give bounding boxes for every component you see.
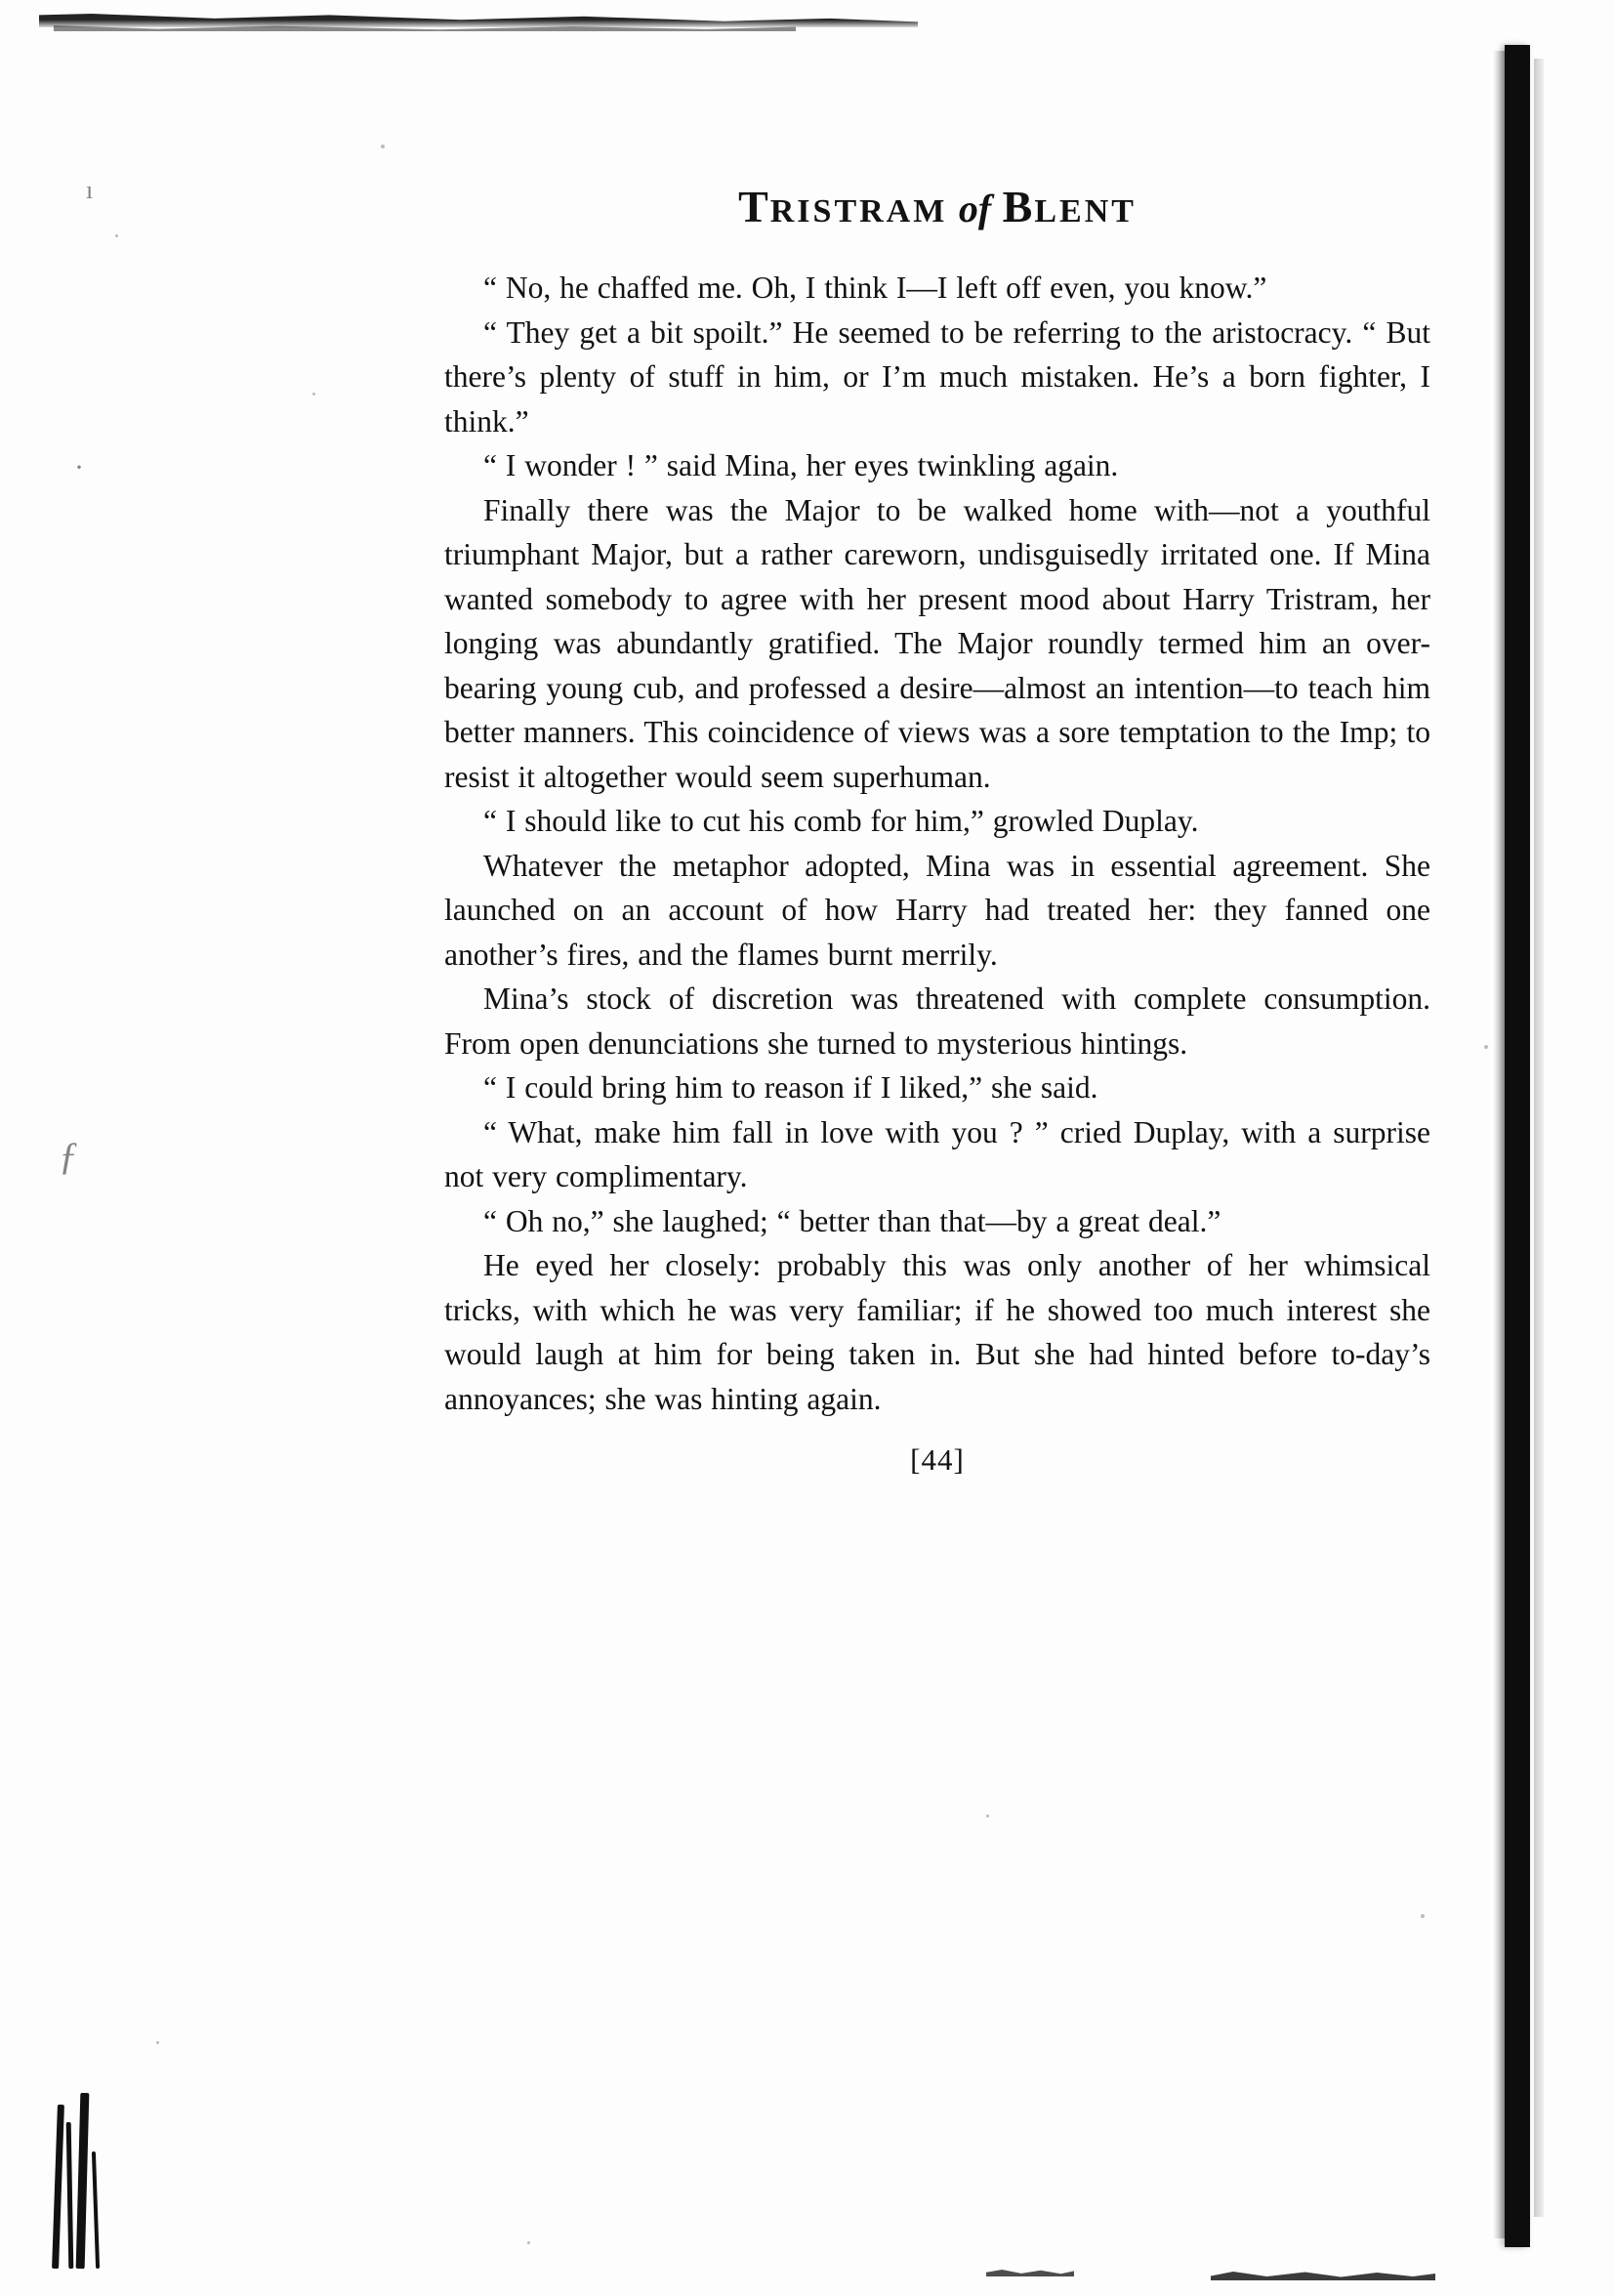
margin-stray-mark: ƒ	[59, 1134, 78, 1178]
paragraph: Whatever the metaphor adopted, Mina was in essential agreement. She launched on an account of how Harry had treated her: they fanned one another’s fires, and the flames burnt merrily.	[444, 848, 1430, 972]
running-head-word1-rest: RISTRAM	[769, 193, 948, 230]
page-number: [44]	[910, 1442, 965, 1477]
paragraph: “ I should like to cut his comb for him,” growled Duplay.	[483, 804, 1199, 838]
paper-speck	[1484, 1045, 1488, 1049]
running-head-word2-rest: LENT	[1034, 193, 1137, 230]
paper-speck	[527, 2241, 530, 2244]
page-content	[444, 181, 1430, 1478]
paper-speck	[115, 234, 118, 237]
margin-stray-mark: ·	[74, 451, 84, 483]
margin-stray-mark: ı	[86, 176, 94, 204]
paragraph: “ What, make him fall in love with you ? ” cried Duplay, with a surprise not very complimentary.	[444, 1114, 1430, 1193]
paragraph: “ I wonder ! ” said Mina, her eyes twinkling again.	[483, 448, 1119, 482]
paragraph: “ Oh no,” she laughed; “ better than that—by a great deal.”	[483, 1203, 1221, 1238]
paragraph: He eyed her closely: probably this was only another of her whimsical tricks, with which he was very familiar; if he showed too much interest she would laugh at him for being taken in. But she had hinted before to-day’s annoyances; she was hinting again.	[444, 1248, 1430, 1416]
scan-smudge-bottom-left	[986, 2270, 1074, 2276]
running-head-connector: of	[958, 187, 992, 230]
paragraph: “ No, he chaffed me. Oh, I think I—I left off even, you know.”	[483, 271, 1267, 305]
paragraph: Finally there was the Major to be walked home with—not a youthful triumphant Major, but a rather careworn, undisguisedly irritated one. If Mina wanted somebody to agree with her present mood about Harry Tristram, her longing was abundantly gratified. The Major roundly termed him an over-bearing young cub, and professed a desire—almost an intention—to teach him better manners. This coincidence of views was a sore temptation to the Imp; to resist it altogether would seem superhuman.	[444, 492, 1430, 794]
scan-edge-top	[39, 14, 918, 27]
paragraph: “ They get a bit spoilt.” He seemed to be referring to the aristocracy. “ But there’s plenty of stuff in him, or I’m much mistaken. He’s a born fighter, I think.”	[444, 314, 1430, 438]
running-head-word1-initial: T	[738, 182, 770, 231]
body-text	[444, 266, 1430, 1421]
paper-speck	[312, 393, 315, 396]
scan-scratch-marks	[55, 2083, 113, 2269]
paragraph: Mina’s stock of discretion was threatened with complete consumption. From open denunciations she turned to mysterious hintings.	[444, 981, 1430, 1061]
paper-speck	[156, 2041, 159, 2044]
paper-speck	[986, 1815, 989, 1817]
scan-edge-right-shadow	[1493, 51, 1505, 2238]
running-head	[444, 181, 1430, 232]
scan-edge-right-outer	[1534, 59, 1544, 2217]
paragraph: “ I could bring him to reason if I liked,” she said.	[483, 1070, 1098, 1105]
paper-speck	[1421, 1914, 1425, 1918]
paper-speck	[381, 145, 385, 148]
scan-smudge-bottom-right	[1211, 2271, 1435, 2280]
running-head-word2-initial: B	[1002, 182, 1035, 231]
scan-edge-right-binding	[1505, 45, 1530, 2247]
